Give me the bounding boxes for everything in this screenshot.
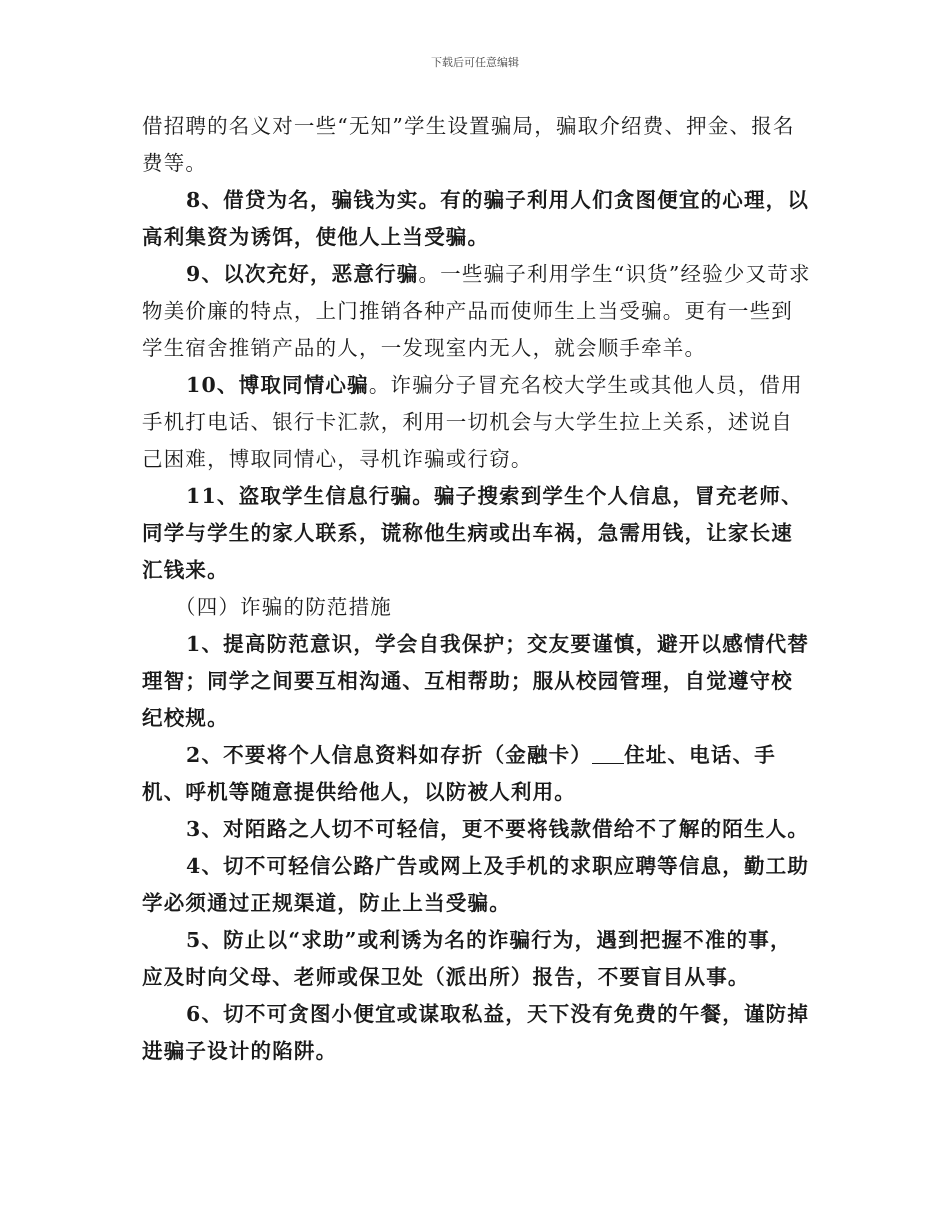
paragraph-item-8: [142, 182, 812, 256]
measure-4: 4、切不可轻信公路广告或网上及手机的求职应聘等信息，勤工助学必须通过正规渠道，防止上当受骗。: [142, 854, 810, 915]
measure-5: 5、防止以“求助”或利诱为名的诈骗行为，遇到把握不准的事，应及时向父母、老师或保卫处（派出所）报告，不要盲目从事。: [142, 928, 792, 989]
section-heading-4: （四）诈骗的防范措施: [175, 595, 392, 619]
paragraph-item-11: [142, 478, 812, 589]
item-8-title: 8、借贷为名，骗钱为实。: [186, 188, 441, 212]
paragraph-item-9: [142, 256, 812, 367]
measure-3: 3、对陌路之人切不可轻信，更不要将钱款借给不了解的陌生人。: [186, 817, 810, 841]
item-11-title: 11、盗取学生信息行骗。: [186, 484, 434, 508]
item-10-body: 。诈骗分子冒充名校大学生或其他人员，借用手机打电话、银行卡汇款，利用一切机会与大学生拉上关系，述说自己困难，博取同情心，寻机诈骗或行窃。: [142, 373, 803, 471]
item-11-body: 骗子搜索到学生个人信息，冒充老师、同学与学生的家人联系，谎称他生病或出车祸，急需用钱，让家长速汇钱来。: [142, 484, 803, 582]
measure-2: [142, 737, 812, 811]
fill-in-blank: [592, 743, 624, 764]
measure-6: 6、切不可贪图小便宜或谋取私益，天下没有免费的午餐，谨防掉进骗子设计的陷阱。: [142, 1002, 810, 1063]
paragraph-item-10: [142, 367, 812, 478]
item-10-title: 10、博取同情心骗: [186, 373, 369, 397]
item-9-body: 。一些骗子利用学生“识货”经验少又苛求物美价廉的特点，上门推销各种产品而使师生上当受骗。更有一些到学生宿舍推销产品的人，一发现室内无人，就会顺手牵羊。: [142, 262, 811, 360]
item-9-title: 9、以次充好，恶意行骗: [186, 262, 419, 286]
measure-2-part-a: 2、不要将个人信息资料如存折（金融卡）: [186, 743, 593, 767]
document-body: [142, 108, 812, 1070]
paragraph-recruitment-scam: 借招聘的名义对一些“无知”学生设置骗局，骗取介绍费、押金、报名费等。: [142, 114, 795, 175]
item-8-body: 有的骗子利用人们贪图便宜的心理，以高利集资为诱饵，使他人上当受骗。: [142, 188, 810, 249]
header-note: 下载后可任意编辑: [431, 56, 519, 69]
measure-1: 1、提高防范意识，学会自我保护；交友要谨慎，避开以感情代替理智；同学之间要互相沟通、互相帮助；服从校园管理，自觉遵守校纪校规。: [142, 632, 810, 730]
measure-2-part-b: 住址、电话、手机、呼机等随意提供给他人，以防被人利用。: [142, 743, 776, 804]
